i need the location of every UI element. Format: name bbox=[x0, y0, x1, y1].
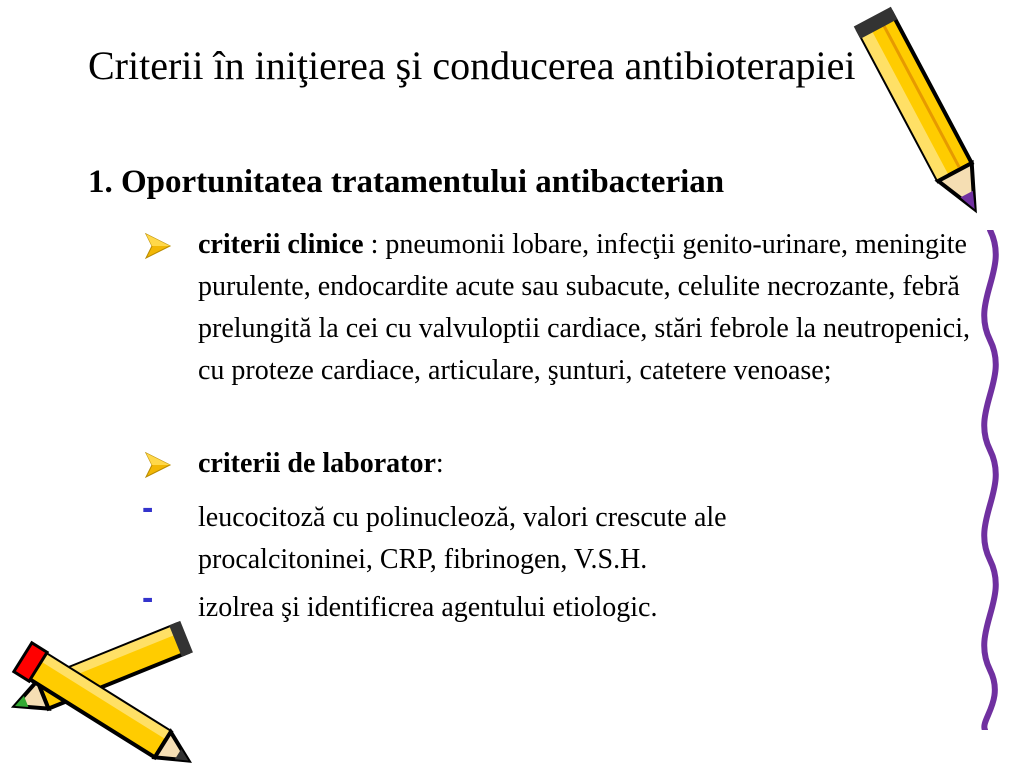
dash-bullet-icon: - bbox=[142, 489, 154, 527]
item-text: : bbox=[435, 448, 444, 479]
list-item bbox=[198, 443, 988, 485]
item-bold-label: criterii clinice bbox=[198, 229, 364, 260]
arrow-bullet-icon bbox=[142, 443, 182, 485]
arrow-bullet-icon bbox=[142, 224, 182, 266]
crossed-pencils-icon bbox=[0, 615, 210, 765]
slide-title: Criterii în iniţierea şi conducerea antibioterapiei bbox=[88, 43, 856, 88]
list-item bbox=[142, 489, 898, 581]
pencil-icon bbox=[850, 0, 1000, 240]
item-text: : pneumonii lobare, infecţii genito-urinare, meningite purulente, endocardite acute sau subacute, celulite necrozante, febră prelungită la cei cu valvuloptii cardiace, stări febrole la neutropenici, cu proteze cardiace, articulare, şunturi, catetere venoase; bbox=[198, 229, 970, 386]
list-item bbox=[198, 224, 988, 392]
squiggle-line-icon bbox=[960, 230, 1020, 730]
dash-bullet-icon: - bbox=[142, 579, 154, 617]
section-heading: 1. Oportunitatea tratamentului antibacterian bbox=[88, 164, 725, 200]
item-bold-label: criterii de laborator bbox=[198, 448, 436, 479]
item-text: izolrea şi identificrea agentului etiologic. bbox=[198, 592, 658, 623]
list-item bbox=[142, 579, 898, 629]
item-text: leucocitoză cu polinucleoză, valori crescute ale procalcitoninei, CRP, fibrinogen, V.S.H. bbox=[198, 502, 727, 575]
